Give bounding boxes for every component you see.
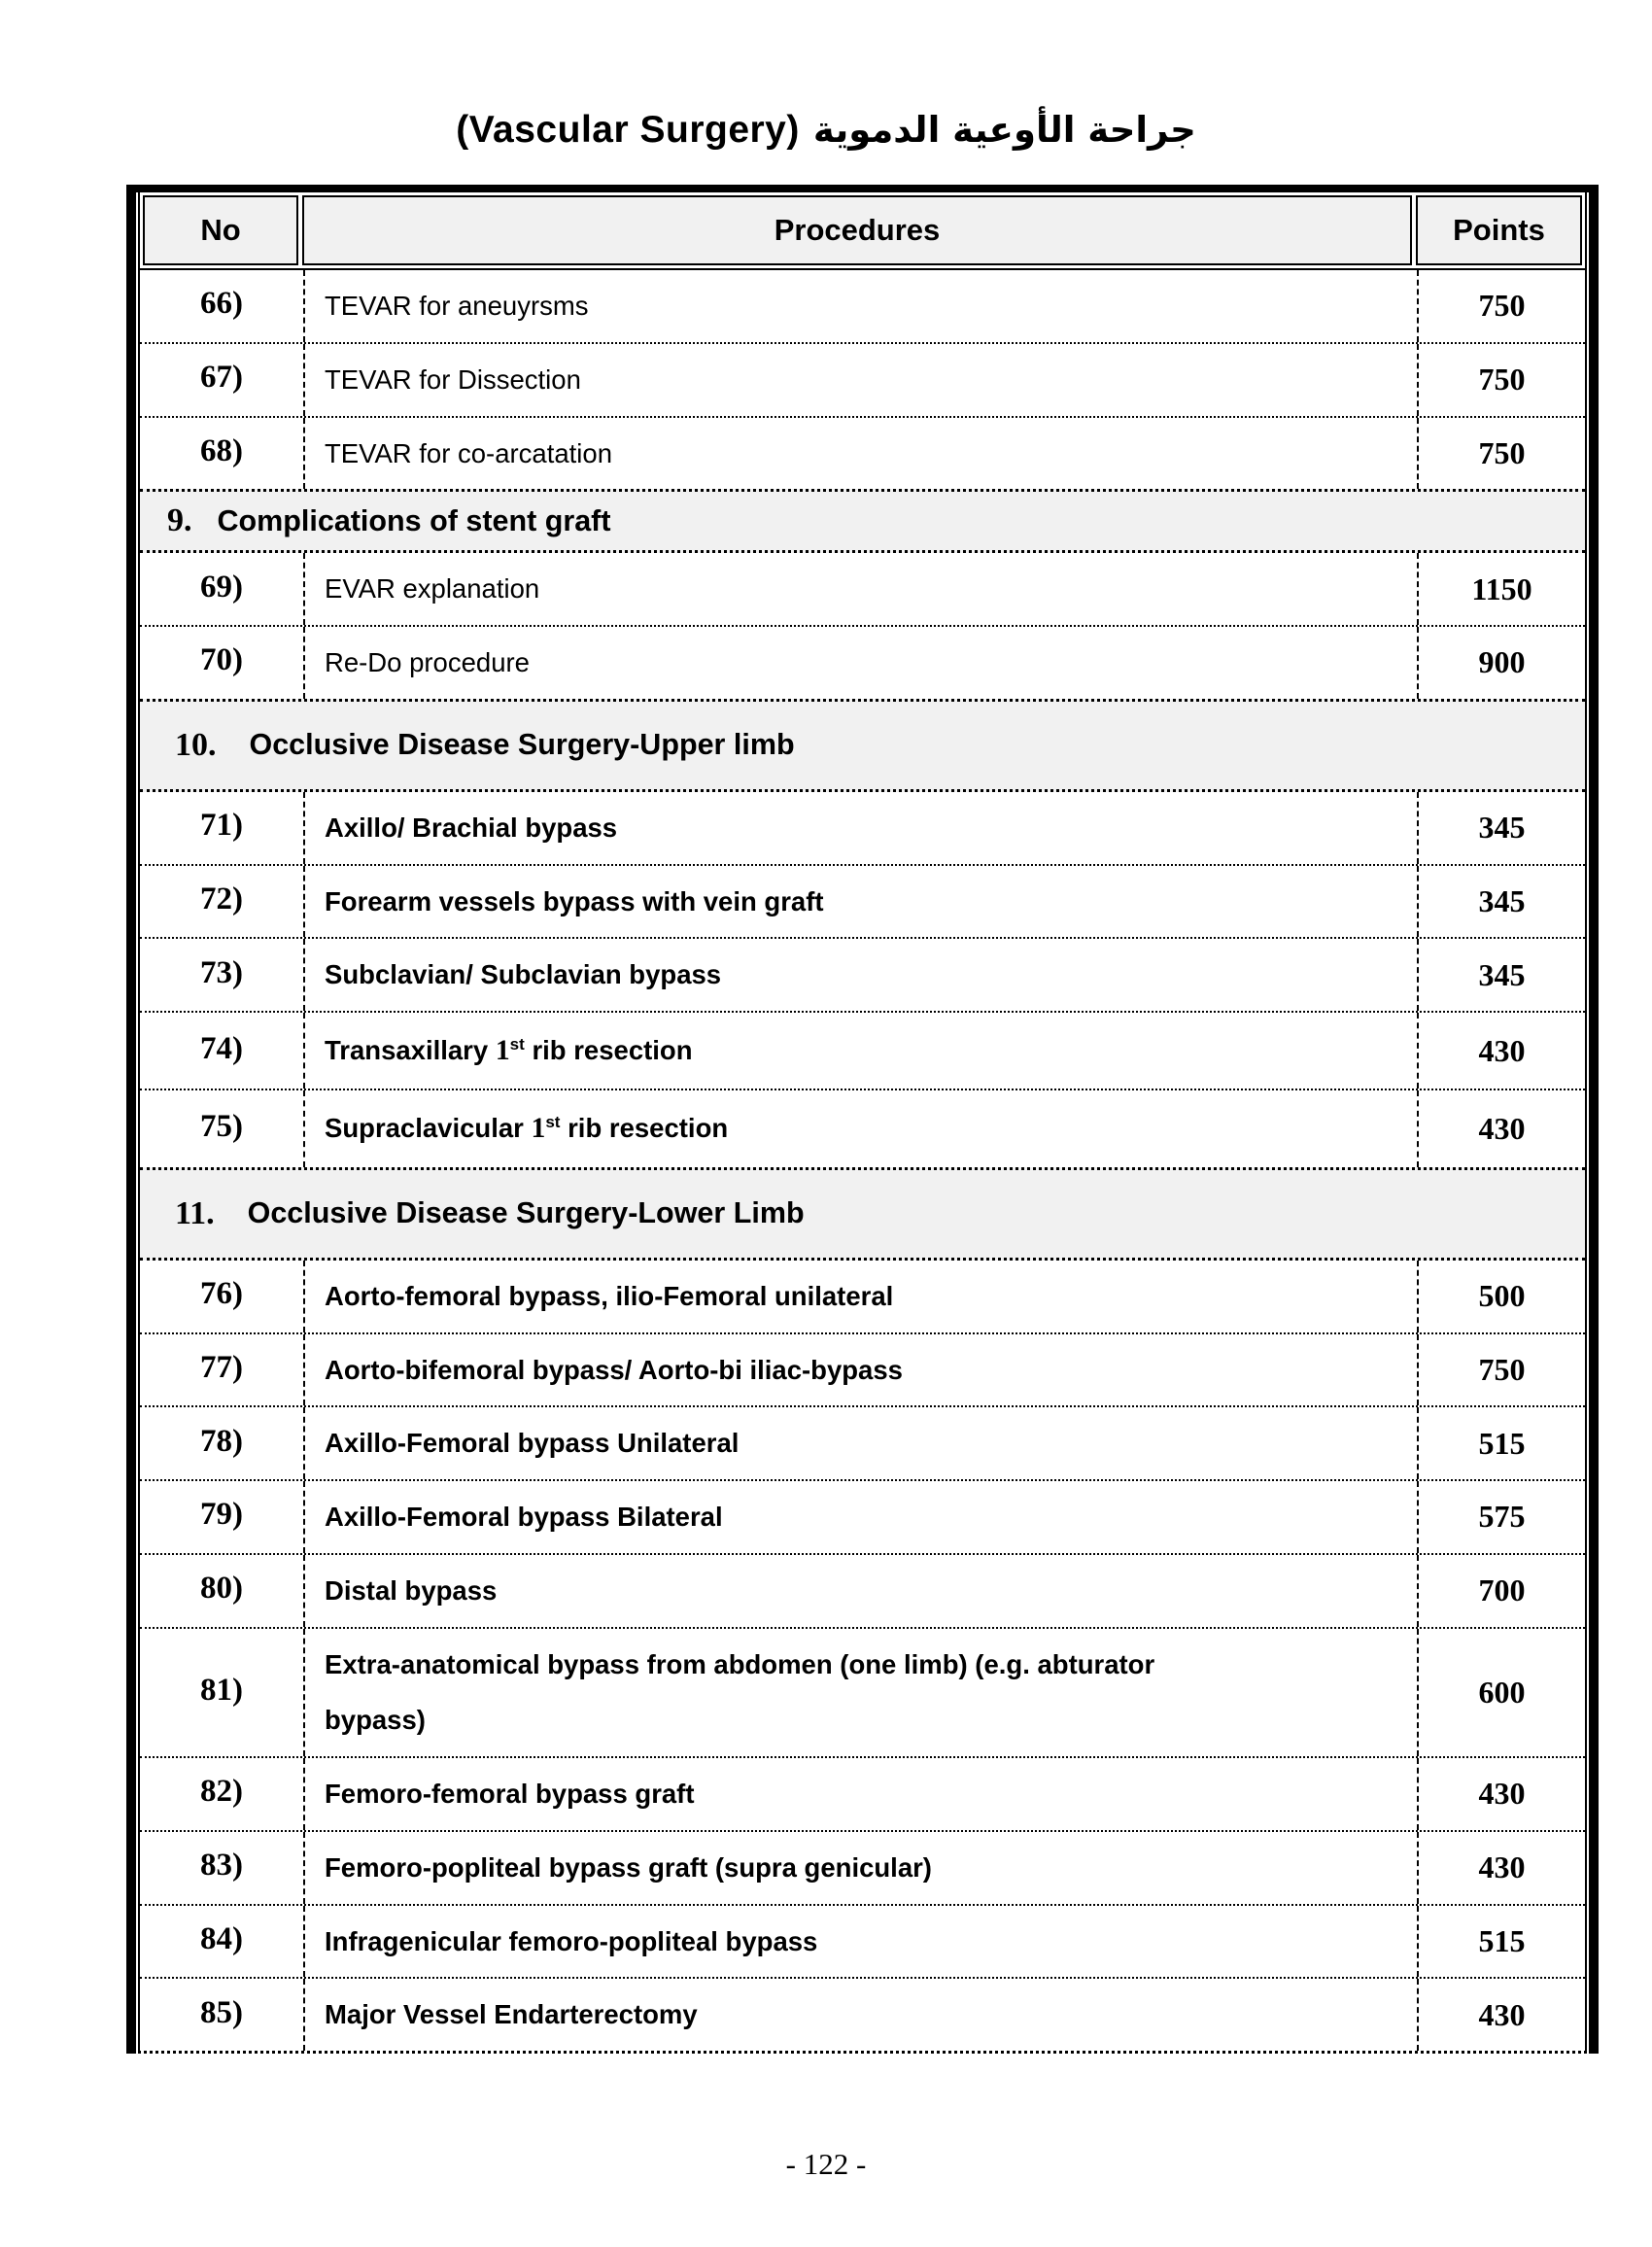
row-number: 77) [200, 1349, 243, 1385]
header-points: Points [1416, 195, 1582, 265]
page-title-english: (Vascular Surgery) [456, 109, 800, 151]
section-row [140, 1167, 1585, 1261]
points-value: 430 [1478, 1032, 1526, 1068]
procedure-name [303, 1013, 1419, 1089]
table-row [140, 416, 1585, 490]
procedures-table-inner [138, 192, 1587, 2054]
procedure-text: Aorto-bifemoral bypass/ Aorto-bi iliac-bypass [325, 1354, 903, 1385]
section-title: Complications of stent graft [217, 503, 611, 537]
serif-number: 1 [531, 1113, 546, 1145]
table-row [140, 1011, 1585, 1089]
row-number: 83) [200, 1848, 243, 1884]
procedure-text: Transaxillary 1st rib resection [325, 1034, 693, 1066]
section-row [140, 699, 1585, 792]
procedure-text: Extra-anatomical bypass from abdomen (one limb) (e.g. abturator bypass) [325, 1648, 1155, 1736]
procedure-name [303, 1334, 1419, 1406]
table-row [140, 270, 1585, 342]
row-number: 70) [200, 642, 243, 678]
procedure-name [303, 1629, 1419, 1757]
procedure-name [303, 1481, 1419, 1553]
procedure-text: Axillo-Femoral bypass Bilateral [325, 1502, 723, 1532]
table-row [140, 1089, 1585, 1166]
procedure-text: Femoro-femoral bypass graft [325, 1779, 695, 1809]
procedure-name [303, 418, 1419, 490]
points-value: 600 [1478, 1674, 1526, 1710]
row-number: 72) [200, 881, 243, 916]
table-row [140, 864, 1585, 938]
row-number: 84) [200, 1920, 243, 1956]
points-value: 430 [1478, 1776, 1526, 1812]
superscript: st [545, 1113, 561, 1132]
table-row [140, 1977, 1585, 2051]
points-value: 700 [1478, 1573, 1526, 1608]
row-number: 67) [200, 360, 243, 396]
procedure-name [303, 792, 1419, 864]
procedure-text: Axillo-Femoral bypass Unilateral [325, 1428, 740, 1459]
row-number: 82) [200, 1774, 243, 1810]
points-value: 430 [1478, 1849, 1526, 1885]
procedure-name [303, 866, 1419, 938]
procedures-table [126, 185, 1599, 2054]
superscript: st [509, 1034, 525, 1054]
procedure-text: Forearm vessels bypass with vein graft [325, 885, 824, 916]
procedure-name [303, 627, 1419, 699]
procedure-name [303, 553, 1419, 625]
section-number: 11. [175, 1194, 215, 1231]
header-procedures: Procedures [302, 195, 1412, 265]
table-row [140, 1332, 1585, 1406]
points-value: 1150 [1471, 570, 1532, 606]
page-number: - 122 - [785, 2147, 867, 2181]
procedure-text: Femoro-popliteal bypass graft (supra genicular) [325, 1851, 932, 1883]
row-number: 68) [200, 432, 243, 468]
points-value: 750 [1478, 362, 1526, 398]
table-row [140, 1627, 1585, 1757]
points-value: 750 [1478, 288, 1526, 324]
page-title-arabic: جراحة الأوعية الدموية [812, 109, 1196, 151]
section-number: 9. [167, 502, 192, 539]
serif-number: 1 [495, 1035, 510, 1066]
section-title: Occlusive Disease Surgery-Lower Limb [247, 1196, 805, 1230]
procedure-text: EVAR explanation [325, 573, 540, 605]
row-number: 78) [200, 1423, 243, 1459]
table-row [140, 553, 1585, 625]
row-number: 79) [200, 1497, 243, 1533]
procedure-text: TEVAR for aneuyrsms [325, 291, 589, 321]
page-title [0, 109, 1652, 152]
points-value: 345 [1478, 810, 1526, 846]
procedure-text: Re-Do procedure [325, 647, 530, 677]
procedure-name [303, 1758, 1419, 1830]
header-no: No [143, 195, 298, 265]
points-value: 750 [1478, 434, 1526, 470]
procedure-name [303, 1090, 1419, 1166]
row-number: 75) [200, 1109, 243, 1145]
table-row [140, 1830, 1585, 1904]
points-value: 515 [1478, 1922, 1526, 1958]
section-number: 10. [175, 726, 217, 763]
row-number: 73) [200, 954, 243, 990]
table-body [140, 270, 1585, 2051]
table-row [140, 342, 1585, 416]
row-number: 80) [200, 1571, 243, 1607]
row-number: 81) [200, 1672, 243, 1708]
section-row [140, 489, 1585, 553]
procedure-text: TEVAR for co-arcatation [325, 437, 612, 468]
procedure-text: Supraclavicular 1st rib resection [325, 1113, 729, 1145]
procedure-name [303, 1407, 1419, 1479]
row-number: 66) [200, 286, 243, 322]
table-row [140, 625, 1585, 699]
table-header-row [140, 192, 1585, 270]
points-value: 575 [1478, 1499, 1526, 1535]
procedure-text: TEVAR for Dissection [325, 363, 581, 395]
row-number: 76) [200, 1276, 243, 1312]
procedure-name [303, 344, 1419, 416]
procedure-name [303, 1979, 1419, 2051]
procedure-name [303, 1261, 1419, 1332]
procedure-name [303, 939, 1419, 1011]
table-row [140, 1904, 1585, 1978]
procedure-name [303, 1906, 1419, 1978]
row-number: 85) [200, 1994, 243, 2030]
points-value: 430 [1478, 1996, 1526, 2032]
table-row [140, 792, 1585, 864]
procedure-text: Axillo/ Brachial bypass [325, 812, 618, 843]
points-value: 345 [1478, 882, 1526, 918]
points-value: 900 [1478, 644, 1526, 680]
procedure-text: Subclavian/ Subclavian bypass [325, 959, 722, 990]
procedure-text: Infragenicular femoro-popliteal bypass [325, 1925, 818, 1956]
points-value: 500 [1478, 1278, 1526, 1314]
table-row [140, 1405, 1585, 1479]
procedure-name [303, 1832, 1419, 1904]
points-value: 430 [1478, 1111, 1526, 1147]
procedure-text: Distal bypass [325, 1574, 498, 1606]
table-row [140, 1479, 1585, 1553]
procedure-name [303, 1555, 1419, 1627]
table-row [140, 1756, 1585, 1830]
points-value: 750 [1478, 1351, 1526, 1387]
table-row [140, 1261, 1585, 1332]
procedure-name [303, 270, 1419, 342]
row-number: 71) [200, 808, 243, 844]
procedure-text: Major Vessel Endarterectomy [325, 1999, 698, 2030]
table-row [140, 1553, 1585, 1627]
row-number: 74) [200, 1030, 243, 1066]
section-title: Occlusive Disease Surgery-Upper limb [249, 728, 795, 762]
points-value: 515 [1478, 1425, 1526, 1461]
points-value: 345 [1478, 956, 1526, 992]
procedure-text: Aorto-femoral bypass, ilio-Femoral unilateral [325, 1280, 894, 1311]
table-row [140, 937, 1585, 1011]
row-number: 69) [200, 569, 243, 605]
